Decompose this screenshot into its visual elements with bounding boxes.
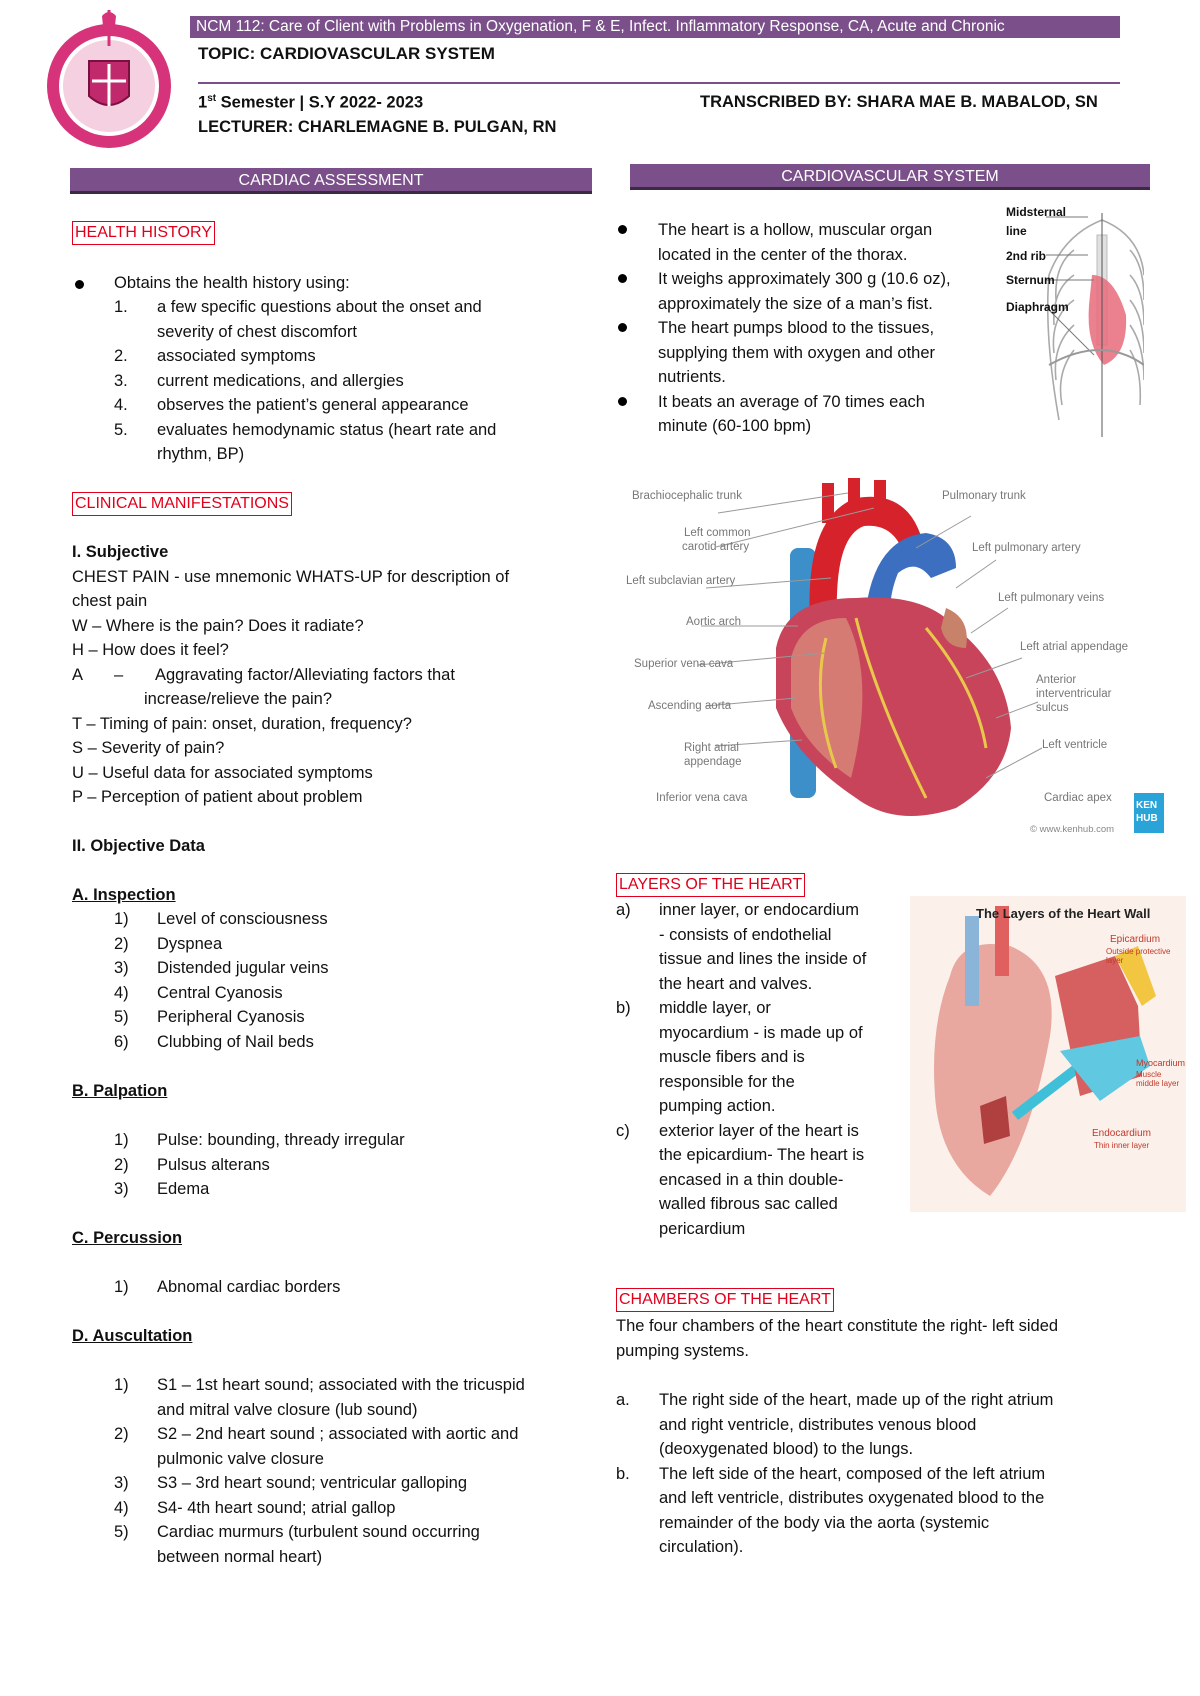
- whatsup-s: S – Severity of pain?: [72, 739, 225, 757]
- epicardium-sublabel: Outside protective layer: [1106, 947, 1171, 965]
- cardiovascular-system-bar: CARDIOVASCULAR SYSTEM: [630, 164, 1150, 190]
- health-history-item-text: a few specific questions about the onset and: [157, 298, 482, 316]
- bullet-icon: [618, 323, 627, 332]
- layer-item-text: tissue and lines the inside of: [659, 950, 867, 968]
- heart-label-left-ventricle: Left ventricle: [1042, 739, 1108, 751]
- health-history-item-text: evaluates hemodynamic status (heart rate and: [157, 420, 497, 439]
- clinical-manifestations-heading: CLINICAL MANIFESTATIONS: [72, 492, 292, 516]
- kenhub-brand-top: KEN: [1136, 800, 1158, 811]
- percussion-heading: C. Percussion: [72, 1229, 183, 1247]
- course-title-bar: NCM 112: Care of Client with Problems in Oxygenation, F & E, Infect. Inflammatory Response, CA, Acute and Chronic: [190, 16, 1120, 38]
- heart-label-left-common: Left common: [684, 527, 751, 539]
- whatsup-a-dash: –: [114, 666, 124, 684]
- thorax-label-line: line: [1006, 224, 1027, 238]
- chest-pain-line-2: chest pain: [72, 592, 148, 610]
- auscultation-item-text: pulmonic valve closure: [157, 1449, 324, 1468]
- thorax-label-midsternal: Midsternal: [1006, 205, 1067, 219]
- whatsup-w: W – Where is the pain? Does it radiate?: [72, 617, 364, 635]
- thorax-label-2nd-rib: 2nd rib: [1006, 249, 1047, 263]
- auscultation-item-text: between normal heart): [157, 1547, 323, 1566]
- percussion-item-number: 1): [114, 1278, 129, 1296]
- heart-label-brachiocephalic: Brachiocephalic trunk: [632, 490, 742, 502]
- cardiovascular-fact-text: approximately the size of a man’s fist.: [658, 294, 933, 313]
- kenhub-brand-bottom: HUB: [1136, 813, 1158, 824]
- thorax-label-sternum: Sternum: [1006, 273, 1055, 287]
- whatsup-a-line-2: increase/relieve the pain?: [144, 690, 333, 708]
- health-history-item-text: current medications, and allergies: [157, 371, 404, 390]
- health-history-item-number: 5.: [114, 420, 128, 439]
- semester-line: 1st Semester | S.Y 2022- 2023: [198, 93, 424, 112]
- whatsup-a-line-1: Aggravating factor/Alleviating factors that: [155, 666, 455, 684]
- layers-heading: LAYERS OF THE HEART: [616, 873, 805, 897]
- health-history-item-text: rhythm, BP): [157, 445, 245, 463]
- heart-label-aortic-arch: Aortic arch: [686, 616, 741, 628]
- health-history-item-text: observes the patient’s general appearance: [157, 396, 469, 414]
- inspection-item-text: Dyspnea: [157, 934, 223, 953]
- heart-label-cardiac-apex: Cardiac apex: [1044, 792, 1112, 804]
- auscultation-item-text: S4- 4th heart sound; atrial gallop: [157, 1498, 396, 1517]
- heart-label-right-atrial: Right atrial: [684, 742, 739, 754]
- auscultation-item-number: 4): [114, 1498, 129, 1517]
- cardiovascular-fact-text: nutrients.: [658, 368, 726, 386]
- cardiovascular-fact-text: supplying them with oxygen and other: [658, 343, 936, 362]
- auscultation-item-number: 1): [114, 1376, 129, 1394]
- auscultation-item-text: S2 – 2nd heart sound ; associated with aortic and: [157, 1425, 519, 1443]
- endocardium-sublabel: Thin inner layer: [1094, 1141, 1150, 1150]
- chamber-item-text: (deoxygenated blood) to the lungs.: [659, 1440, 914, 1458]
- thorax-heart-position-figure: [1004, 205, 1144, 445]
- cardiovascular-fact-text: It weighs approximately 300 g (10.6 oz),: [658, 270, 951, 288]
- layer-item-text: encased in a thin double-: [659, 1170, 844, 1189]
- auscultation-item-text: S1 – 1st heart sound; associated with the tricuspid: [157, 1376, 525, 1394]
- inspection-item-number: 5): [114, 1008, 129, 1026]
- palpation-item-number: 2): [114, 1155, 129, 1174]
- heart-label-superior-vena-cava: Superior vena cava: [634, 658, 734, 670]
- bullet-icon: [618, 225, 627, 234]
- health-history-item-number: 4.: [114, 396, 128, 414]
- cardiac-assessment-bar: CARDIAC ASSESSMENT: [70, 168, 592, 194]
- percussion-item-text: Abnomal cardiac borders: [157, 1278, 341, 1296]
- inspection-heading: A. Inspection: [72, 886, 176, 904]
- layer-item-text: pumping action.: [659, 1097, 776, 1115]
- auscultation-item-number: 5): [114, 1523, 129, 1541]
- cardiovascular-fact-text: located in the center of the thorax.: [658, 245, 908, 264]
- layer-item-text: muscle fibers and is: [659, 1048, 805, 1066]
- heart-label-appendage: appendage: [684, 756, 742, 768]
- palpation-item-number: 3): [114, 1180, 129, 1198]
- heart-label-left-atrial-appendage: Left atrial appendage: [1020, 641, 1129, 653]
- palpation-item-text: Pulse: bounding, thready irregular: [157, 1131, 405, 1149]
- chamber-item-text: The right side of the heart, made up of the right atrium: [659, 1391, 1054, 1409]
- heart-label-left-subclavian: Left subclavian artery: [626, 575, 736, 587]
- health-history-item-number: 3.: [114, 371, 128, 390]
- kenhub-credit: © www.kenhub.com: [1030, 824, 1115, 835]
- objective-heading: II. Objective Data: [72, 837, 205, 855]
- health-history-item-text: associated symptoms: [157, 347, 316, 365]
- whatsup-h: H – How does it feel?: [72, 641, 229, 659]
- health-history-item-text: severity of chest discomfort: [157, 322, 357, 341]
- layer-item-text: walled fibrous sac called: [659, 1195, 838, 1213]
- heart-label-anterior: Anterior: [1036, 674, 1077, 686]
- auscultation-item-number: 2): [114, 1425, 129, 1443]
- health-history-intro: Obtains the health history using:: [114, 274, 350, 292]
- transcriber-line: TRANSCRIBED BY: SHARA MAE B. MABALOD, SN: [700, 93, 1098, 111]
- layer-item-text: myocardium - is made up of: [659, 1023, 863, 1042]
- cardiovascular-fact-text: minute (60-100 bpm): [658, 417, 812, 435]
- whatsup-u: U – Useful data for associated symptoms: [72, 764, 373, 782]
- heart-anatomy-figure: [626, 478, 1170, 842]
- chambers-intro-2: pumping systems.: [616, 1342, 749, 1360]
- heart-label-inferior-vena-cava: Inferior vena cava: [656, 792, 748, 804]
- layer-item-number: a): [616, 901, 631, 919]
- layer-item-text: responsible for the: [659, 1072, 795, 1091]
- header-divider: [198, 82, 1120, 84]
- layer-item-text: the heart and valves.: [659, 974, 813, 993]
- epicardium-label: Epicardium: [1110, 934, 1161, 945]
- heart-label-ascending-aorta: Ascending aorta: [648, 700, 732, 712]
- auscultation-item-text: S3 – 3rd heart sound; ventricular galloping: [157, 1474, 468, 1492]
- heart-label-pulmonary-trunk: Pulmonary trunk: [942, 490, 1026, 502]
- endocardium-label: Endocardium: [1092, 1128, 1151, 1139]
- auscultation-item-text: Cardiac murmurs (turbulent sound occurring: [157, 1523, 480, 1541]
- health-history-item-number: 1.: [114, 298, 128, 316]
- chamber-item-number: b.: [616, 1464, 630, 1483]
- palpation-heading: B. Palpation: [72, 1082, 168, 1100]
- chambers-heading: CHAMBERS OF THE HEART: [616, 1288, 834, 1312]
- inspection-item-number: 3): [114, 959, 129, 977]
- layer-item-text: exterior layer of the heart is: [659, 1121, 859, 1140]
- palpation-item-number: 1): [114, 1131, 129, 1149]
- health-history-heading: HEALTH HISTORY: [72, 221, 215, 245]
- whatsup-p: P – Perception of patient about problem: [72, 788, 363, 806]
- college-logo: [44, 6, 174, 152]
- inspection-item-number: 2): [114, 934, 129, 953]
- layer-item-number: b): [616, 999, 631, 1017]
- inspection-item-text: Level of consciousness: [157, 910, 328, 928]
- inspection-item-text: Peripheral Cyanosis: [157, 1008, 305, 1026]
- chamber-item-text: circulation).: [659, 1538, 744, 1556]
- heart-wall-layers-figure: [910, 896, 1186, 1212]
- inspection-item-text: Clubbing of Nail beds: [157, 1032, 314, 1051]
- inspection-item-number: 6): [114, 1032, 129, 1051]
- chambers-intro-1: The four chambers of the heart constitute the right- left sided: [616, 1317, 1059, 1335]
- topic-title: TOPIC: CARDIOVASCULAR SYSTEM: [198, 44, 495, 63]
- thorax-label-diaphragm: Diaphragm: [1006, 300, 1069, 314]
- cardiovascular-fact-text: It beats an average of 70 times each: [658, 392, 925, 411]
- bullet-icon: [618, 397, 627, 406]
- palpation-item-text: Pulsus alterans: [157, 1155, 270, 1174]
- whatsup-a-letter: A: [72, 666, 84, 684]
- subjective-heading: I. Subjective: [72, 543, 169, 561]
- layer-item-text: pericardium: [659, 1219, 746, 1238]
- inspection-item-text: Central Cyanosis: [157, 983, 283, 1002]
- auscultation-item-number: 3): [114, 1474, 129, 1492]
- inspection-item-number: 1): [114, 910, 129, 928]
- health-history-item-number: 2.: [114, 347, 128, 365]
- myocardium-label: Myocardium: [1136, 1058, 1186, 1068]
- auscultation-item-text: and mitral valve closure (lub sound): [157, 1400, 418, 1419]
- chamber-item-text: and right ventricle, distributes venous blood: [659, 1415, 977, 1434]
- chamber-item-text: remainder of the body via the aorta (systemic: [659, 1513, 990, 1532]
- chamber-item-number: a.: [616, 1391, 630, 1409]
- myocardium-sublabel: Muscle middle layer: [1136, 1070, 1180, 1088]
- layer-item-text: - consists of endothelial: [659, 925, 832, 944]
- heart-label-interventricular: interventricular: [1036, 688, 1112, 700]
- heart-label-carotid: carotid artery: [682, 541, 750, 553]
- palpation-item-text: Edema: [157, 1180, 210, 1198]
- layer-item-text: middle layer, or: [659, 999, 771, 1017]
- chest-pain-line-1: CHEST PAIN - use mnemonic WHATS-UP for description of: [72, 568, 510, 586]
- heart-label-left-pulmonary-veins: Left pulmonary veins: [998, 592, 1105, 604]
- layer-item-text: inner layer, or endocardium: [659, 901, 859, 919]
- auscultation-heading: D. Auscultation: [72, 1327, 193, 1345]
- chamber-item-text: and left ventricle, distributes oxygenated blood to the: [659, 1489, 1045, 1507]
- layer-item-number: c): [616, 1121, 630, 1140]
- heart-label-left-pulmonary-artery: Left pulmonary artery: [972, 542, 1081, 554]
- layer-item-text: the epicardium- The heart is: [659, 1146, 865, 1164]
- bullet-icon: [75, 280, 84, 289]
- heart-label-sulcus: sulcus: [1036, 702, 1069, 714]
- inspection-item-number: 4): [114, 983, 129, 1002]
- cardiovascular-fact-text: The heart pumps blood to the tissues,: [658, 319, 935, 337]
- inspection-item-text: Distended jugular veins: [157, 959, 329, 977]
- lecturer-line: LECTURER: CHARLEMAGNE B. PULGAN, RN: [198, 118, 557, 136]
- layers-figure-title: The Layers of the Heart Wall: [976, 906, 1151, 921]
- bullet-icon: [618, 274, 627, 283]
- cardiovascular-fact-text: The heart is a hollow, muscular organ: [658, 221, 933, 239]
- chamber-item-text: The left side of the heart, composed of the left atrium: [659, 1464, 1046, 1483]
- whatsup-t: T – Timing of pain: onset, duration, frequency?: [72, 715, 412, 733]
